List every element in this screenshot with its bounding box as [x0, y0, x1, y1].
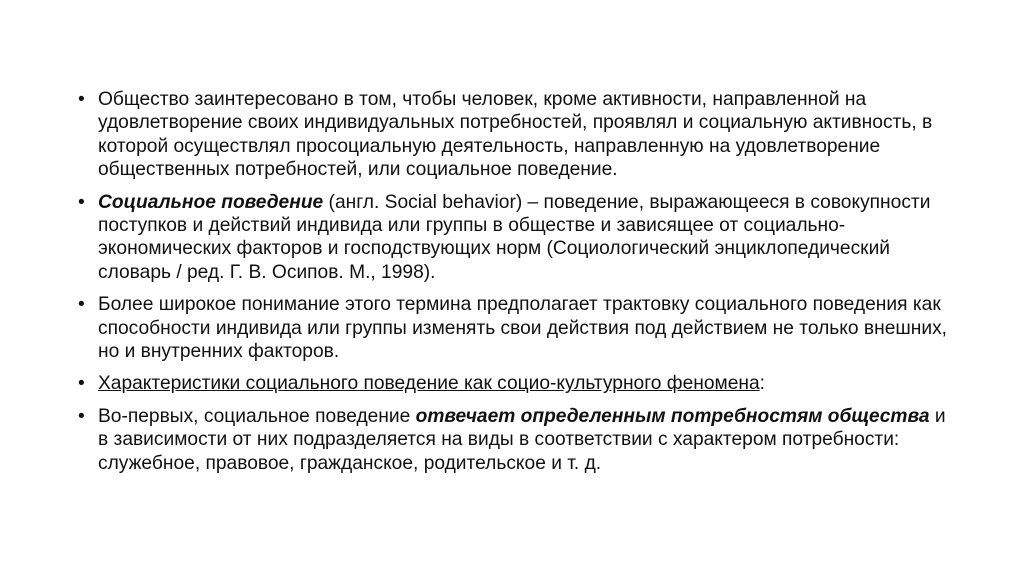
definition-text: (англ. Social behavior) – поведение, выражающееся в совокупности поступков и действий индивида или группы в обществе и зависящее от социально-экономических факторов и господствующих норм (Социологический энциклопедический словарь / ред. Г. В. Осипов. М., 1998). — [98, 191, 931, 283]
list-item-definition — [78, 191, 958, 285]
defined-term: Социальное поведение — [98, 191, 324, 213]
emphasis-text: отвечает определенным потребностям общества — [415, 405, 930, 427]
item-text-pre: Во-первых, социальное поведение — [98, 405, 416, 427]
list-item-society-interest — [78, 88, 958, 182]
bullet-icon: • — [78, 191, 85, 213]
bullet-icon: • — [78, 373, 85, 395]
bullet-icon: • — [78, 294, 85, 316]
list-item-broad-understanding — [78, 293, 958, 363]
item-text: Более широкое понимание этого термина предполагает трактовку социального поведения как способности индивида или группы изменять свои действия под действием не только внешних, но и внутренних факторов. — [98, 294, 947, 363]
item-text-post: и в зависимости от них подразделяется на виды в соответствии с характером потребности: служебное, правовое, гражданское, родительское и т. д. — [98, 405, 946, 474]
bullet-icon: • — [78, 89, 85, 110]
list-item-first-characteristic — [78, 405, 958, 475]
characteristics-heading: Характеристики социального поведение как социо-культурного феномена — [98, 373, 760, 395]
bullet-list — [78, 88, 958, 484]
list-item-characteristics-heading — [78, 372, 958, 395]
item-text: Общество заинтересовано в том, чтобы человек, кроме активности, направленной на удовлетворение своих индивидуальных потребностей, проявлял и социальную активность, в которой осуществлял просоциальную деятельность, направленную на удовлетворение общественных потребностей, или социальное поведение. — [98, 89, 933, 181]
heading-suffix: : — [759, 373, 766, 395]
bullet-icon: • — [78, 405, 85, 427]
